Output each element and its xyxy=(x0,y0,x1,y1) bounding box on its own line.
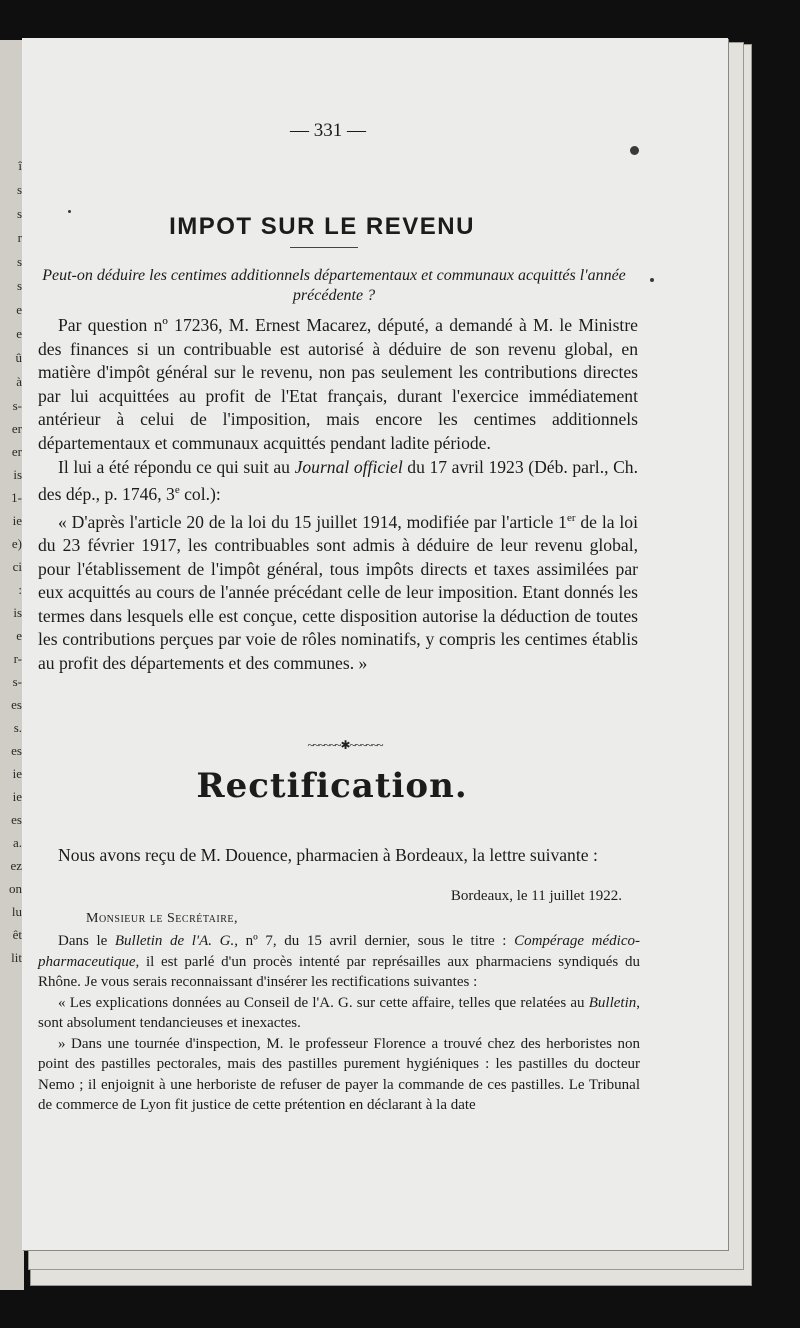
facing-page-fragment: er xyxy=(11,444,22,459)
facing-page-fragment: 1- xyxy=(11,490,22,505)
letter-body xyxy=(38,931,640,1116)
facing-page-fragment: ie xyxy=(12,513,22,528)
facing-page-fragment: is xyxy=(13,605,22,620)
facing-page-fragment: s- xyxy=(12,674,22,689)
facing-page-fragment: es xyxy=(11,697,22,712)
facing-page-fragment: e xyxy=(16,326,22,341)
facing-page-fragment: is xyxy=(13,467,22,482)
paragraph: Dans le Bulletin de l'A. G., nº 7, du 15 avril dernier, sous le titre : Compérage médico-pharmaceutique, il est parlé d'un procès intenté par représailles aux pharmaciens syndiqués du Rhône. Je vous serais reconnaissant d'insérer les rectifications suivantes : xyxy=(38,933,640,990)
section-heading: Rectification. xyxy=(196,766,468,806)
facing-page-fragment: e) xyxy=(11,536,22,551)
paper-speck xyxy=(650,278,654,282)
facing-page-fragment: on xyxy=(9,881,22,896)
facing-page-fragment: ci xyxy=(12,559,22,574)
facing-page-fragment: s xyxy=(16,206,22,221)
facing-page-fragment: a. xyxy=(12,835,22,850)
facing-page-fragment: s. xyxy=(13,720,22,735)
facing-page-fragment: ez xyxy=(10,858,22,873)
page-number: — 331 — xyxy=(290,120,366,141)
article-title: IMPOT SUR LE REVENU xyxy=(169,213,475,240)
facing-page-edge xyxy=(0,40,24,1290)
paragraph: Il lui a été répondu ce qui suit au Journal officiel du 17 avril 1923 (Déb. parl., Ch. des dép., p. 1746, 3e col.): xyxy=(38,456,638,505)
facing-page-fragment: ie xyxy=(12,766,22,781)
facing-page-fragment: r- xyxy=(13,651,22,666)
article-body xyxy=(38,314,638,676)
intro-paragraph xyxy=(38,844,638,867)
facing-page-fragment: es xyxy=(11,812,22,827)
facing-page-fragment: : xyxy=(18,582,22,597)
facing-page-fragment: à xyxy=(16,374,22,389)
article-question: Peut-on déduire les centimes additionnels départementaux et communaux acquittés l'année précédente ? xyxy=(42,267,626,304)
facing-page-fragment: e xyxy=(16,628,22,643)
facing-page-fragment: û xyxy=(15,350,22,365)
letter-dateline: Bordeaux, le 11 juillet 1922. xyxy=(450,888,622,904)
facing-page-fragment: r xyxy=(17,230,22,245)
paragraph: Par question nº 17236, M. Ernest Macarez, député, a demandé à M. le Ministre des finances si un contribuable est autorisé à déduire de son revenu global, en matière d'impôt général sur le revenu, non pas seulement les contributions directes par lui acquittées au profit de l'Etat français, durant l'exercice immédiatement antérieur à celui de l'imposition, mais encore les centimes additionnels départementaux et communaux acquittés pendant ladite période. xyxy=(38,315,638,453)
facing-page-fragment: e xyxy=(16,302,22,317)
paragraph: Nous avons reçu de M. Douence, pharmacien à Bordeaux, la lettre suivante : xyxy=(58,845,598,865)
paper-speck xyxy=(630,146,639,155)
facing-page-fragment: î xyxy=(18,158,22,173)
facing-page-fragment: s xyxy=(16,278,22,293)
facing-page-fragment: er xyxy=(11,421,22,436)
paragraph: « Les explications données au Conseil de l'A. G. sur cette affaire, telles que relatées au Bulletin, sont absolument tendancieuses et inexactes. xyxy=(38,994,640,1031)
paper-speck xyxy=(68,210,71,213)
paragraph: « D'après l'article 20 de la loi du 15 juillet 1914, modifiée par l'article 1er de la loi du 23 février 1917, les contribuables sont admis à déduire de leur revenu global, pour l'établissement de l'impôt général, tous impôts directs et taxes assimilées par eux acquittés au cours de l'année précédant celle de leur imposition. Etant donnés les termes dans lesquels elle est conçue, cette disposition autorise la déduction de toutes les contributions perçues par voie de rôles nominatifs, y compris les centimes établis au profit des départements et des communes. » xyxy=(38,511,638,674)
section-ornament: ~~~~~~✱~~~~~~ xyxy=(307,738,383,752)
facing-page-fragment: lu xyxy=(11,904,22,919)
title-rule xyxy=(290,247,358,248)
facing-page-fragment: êt xyxy=(12,927,22,942)
facing-page-fragment: s xyxy=(16,254,22,269)
facing-page-fragment: s- xyxy=(12,398,22,413)
letter-salutation: Monsieur le Secrétaire, xyxy=(86,911,238,926)
document-page xyxy=(22,38,728,1250)
facing-page-fragment: es xyxy=(11,743,22,758)
facing-page-fragment: ie xyxy=(12,789,22,804)
paragraph: » Dans une tournée d'inspection, M. le professeur Florence a trouvé chez des herboristes non point des pastilles pectorales, mais des pastilles purement hygiéniques : les pastilles du docteur Nemo ; il enjoignit à une herboriste de refuser de payer la commande de ces pastilles. Le Tribunal de commerce de Lyon fit justice de cette prétention en déclarant à la date xyxy=(38,1035,640,1113)
facing-page-fragment: s xyxy=(16,182,22,197)
facing-page-fragment: lit xyxy=(11,950,22,965)
